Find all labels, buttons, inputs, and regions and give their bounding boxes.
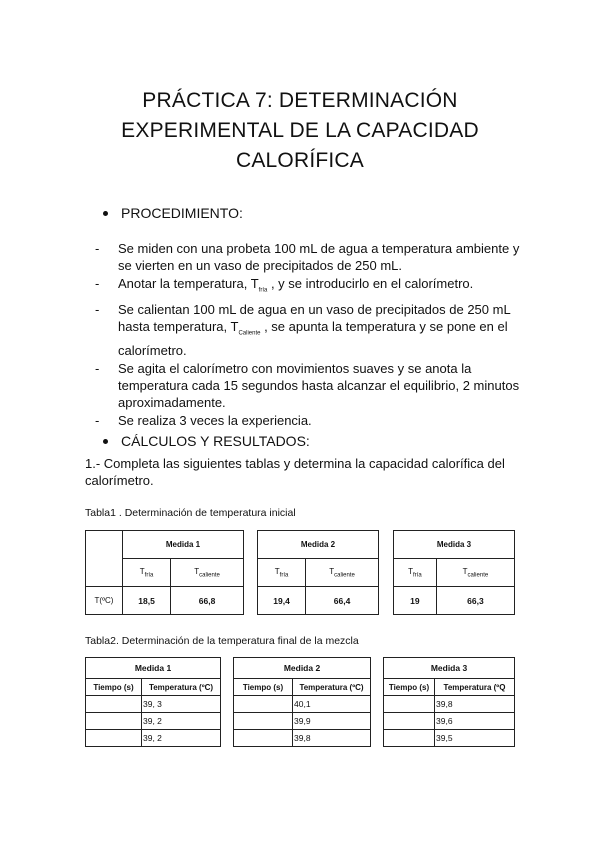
medida-header: Medida 2 bbox=[258, 531, 379, 559]
table-row bbox=[234, 730, 371, 747]
tiempo-cell bbox=[86, 730, 142, 747]
calculos-intro: 1.- Completa las siguientes tablas y determina la capacidad calorífica del calorímetro. bbox=[85, 456, 505, 488]
tabla1-medida1 bbox=[85, 530, 244, 615]
tiempo-cell bbox=[86, 696, 142, 713]
list-item: - Se calientan 100 mL de agua en un vaso de precipitados de 250 mL hasta temperatura, $T_{Caliente}$ , se apunta la temperatura y se pone en el calorímetro. bbox=[95, 301, 511, 359]
tabla2-medida3 bbox=[383, 657, 515, 747]
t-fria-value: 19 bbox=[394, 587, 437, 615]
list-item-text: , y se introducirlo en el calorímetro. bbox=[267, 276, 474, 291]
t-caliente-header: $T_{caliente}$ bbox=[306, 559, 379, 587]
title-line-3: CALORÍFICA bbox=[235, 149, 365, 172]
temperatura-cell: 39, 3 bbox=[142, 696, 221, 713]
tiempo-cell bbox=[234, 713, 293, 730]
title-line-2: EXPERIMENTAL DE LA CAPACIDAD bbox=[121, 119, 479, 142]
procedimiento-heading bbox=[103, 205, 243, 221]
tiempo-cell bbox=[384, 713, 435, 730]
medida-header: Medida 1 bbox=[123, 531, 244, 559]
temperatura-cell: 39,8 bbox=[435, 696, 515, 713]
table-row bbox=[86, 713, 221, 730]
table-row bbox=[384, 713, 515, 730]
list-item: - Se realiza 3 veces la experiencia. bbox=[95, 412, 525, 429]
temperatura-cell: 39, 2 bbox=[142, 713, 221, 730]
t-fria-value: 19,4 bbox=[258, 587, 306, 615]
temperatura-cell: 39,6 bbox=[435, 713, 515, 730]
page-title bbox=[60, 86, 540, 176]
t-caliente-value: 66,3 bbox=[436, 587, 514, 615]
t-fria-header: $T_{fría}$ bbox=[394, 559, 437, 587]
tiempo-cell bbox=[384, 730, 435, 747]
table-row bbox=[86, 696, 221, 713]
tiempo-cell bbox=[234, 696, 293, 713]
table-row bbox=[86, 730, 221, 747]
list-item-text: Anotar la temperatura, T bbox=[118, 276, 259, 291]
list-item-text: Se calientan 100 mL de agua en un vaso de precipitados de 250 mL hasta temperatura, T bbox=[118, 301, 511, 334]
t-caliente-header: $T_{caliente}$ bbox=[171, 559, 244, 587]
tiempo-header: Tiempo (s) bbox=[384, 679, 435, 696]
bullet-icon bbox=[103, 439, 108, 444]
tiempo-header: Tiempo (s) bbox=[86, 679, 142, 696]
subscript: fría bbox=[258, 287, 268, 294]
tabla1-medida2 bbox=[257, 530, 379, 615]
tiempo-header: Tiempo (s) bbox=[234, 679, 293, 696]
t-caliente-value: 66,4 bbox=[306, 587, 379, 615]
t-fria-header: $T_{fría}$ bbox=[258, 559, 306, 587]
bullet-icon bbox=[103, 211, 108, 216]
subscript: Caliente bbox=[238, 330, 261, 337]
row-label: T(ºC) bbox=[86, 587, 123, 615]
tabla2-medida2 bbox=[233, 657, 371, 747]
tabla1-medida3 bbox=[393, 530, 515, 615]
list-item: - Se miden con una probeta 100 mL de agua a temperatura ambiente y se vierten en un vaso de precipitados de 250 mL. bbox=[95, 240, 525, 274]
calculos-heading bbox=[103, 433, 310, 449]
list-item-text: , se apunta la temperatura y se pone en el calorímetro. bbox=[118, 318, 508, 359]
t-caliente-value: 66,8 bbox=[171, 587, 244, 615]
tabla2-caption: Tabla2. Determinación de la temperatura final de la mezcla bbox=[85, 635, 359, 647]
blank-cell bbox=[86, 531, 123, 587]
tiempo-cell bbox=[384, 696, 435, 713]
list-item-text: Se miden con una probeta 100 mL de agua a temperatura ambiente y se vierten en un vaso de precipitados de 250 mL. bbox=[118, 241, 520, 273]
t-fria-value: 18,5 bbox=[123, 587, 171, 615]
tabla2-medida1 bbox=[85, 657, 221, 747]
calculos-heading-text: CÁLCULOS Y RESULTADOS: bbox=[121, 433, 310, 449]
temperatura-cell: 39, 2 bbox=[142, 730, 221, 747]
tiempo-cell bbox=[234, 730, 293, 747]
list-item: - Se agita el calorímetro con movimientos suaves y se anota la temperatura cada 15 segundos hasta alcanzar el equilibrio, 2 minutos aproximadamente. bbox=[95, 360, 525, 411]
title-line-1: PRÁCTICA 7: DETERMINACIÓN bbox=[142, 89, 458, 112]
temperatura-cell: 39,9 bbox=[293, 713, 371, 730]
t-fria-header: $T_{fría}$ bbox=[123, 559, 171, 587]
procedimiento-heading-text: PROCEDIMIENTO: bbox=[121, 205, 243, 221]
medida-header: Medida 3 bbox=[384, 658, 515, 679]
temperatura-header: Temperatura (ºC) bbox=[293, 679, 371, 696]
temperatura-header: Temperatura (ºC) bbox=[142, 679, 221, 696]
temperatura-cell: 39,5 bbox=[435, 730, 515, 747]
tiempo-cell bbox=[86, 713, 142, 730]
list-item-text: Se realiza 3 veces la experiencia. bbox=[118, 413, 312, 429]
procedimiento-list bbox=[95, 240, 525, 430]
temperatura-cell: 40,1 bbox=[293, 696, 371, 713]
list-item: - Anotar la temperatura, $T_{fría}$ , y se introducirlo en el calorímetro. bbox=[95, 276, 474, 294]
temperatura-header: Temperatura (ºQ bbox=[435, 679, 515, 696]
medida-header: Medida 1 bbox=[86, 658, 221, 679]
table-row bbox=[384, 696, 515, 713]
table-row bbox=[234, 713, 371, 730]
medida-header: Medida 3 bbox=[394, 531, 515, 559]
temperatura-cell: 39,8 bbox=[293, 730, 371, 747]
table-row bbox=[384, 730, 515, 747]
tabla1-caption: Tabla1 . Determinación de temperatura inicial bbox=[85, 507, 296, 519]
medida-header: Medida 2 bbox=[234, 658, 371, 679]
t-caliente-header: $T_{caliente}$ bbox=[436, 559, 514, 587]
list-item-text: Se agita el calorímetro con movimientos suaves y se anota la temperatura cada 15 segundos hasta alcanzar el equilibrio, 2 minutos aproximadamente. bbox=[118, 361, 520, 411]
table-row bbox=[234, 696, 371, 713]
